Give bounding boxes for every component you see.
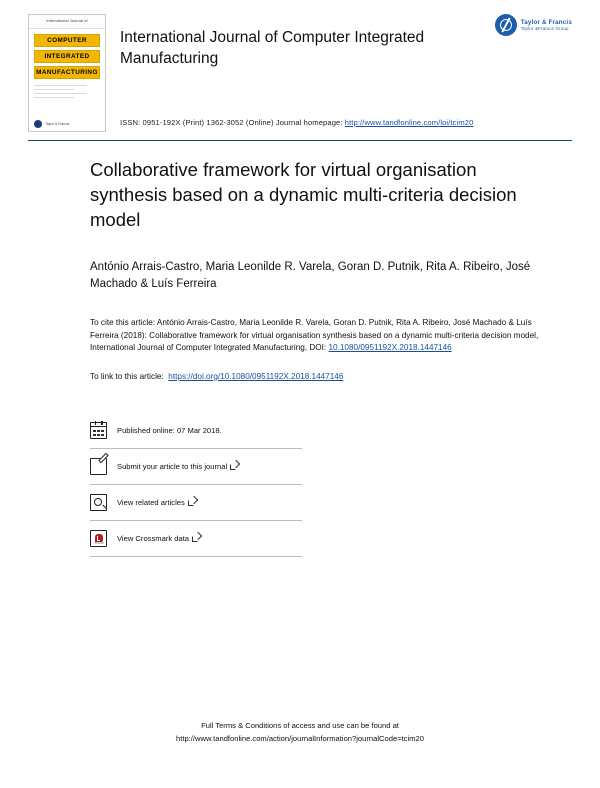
citation-text: António Arrais-Castro, Maria Leonilde R. Varela, Goran D. Putnik, Rita A. Ribeiro, José Machado & Luís Ferreira (2018): Collaborative framework for virtual organisation synthesis based on a dynamic multi-criteria decision model, International Journal of Computer Integrated Manufacturing, DOI: bbox=[90, 318, 539, 353]
journal-cover-thumbnail bbox=[28, 14, 106, 132]
taylor-francis-mark-icon bbox=[495, 14, 517, 36]
journal-title: International Journal of Computer Integrated Manufacturing bbox=[120, 29, 425, 67]
issn-text: ISSN: 0951-192X (Print) 1362-3052 (Online) Journal homepage: bbox=[120, 118, 345, 127]
action-view-crossmark[interactable] bbox=[90, 521, 302, 557]
submit-article-label[interactable] bbox=[117, 462, 236, 471]
footer-terms-line: Full Terms & Conditions of access and use can be found at bbox=[201, 721, 399, 731]
citation-block bbox=[90, 317, 540, 354]
submit-article-text: Submit your article to this journal bbox=[117, 462, 228, 472]
article-link-line bbox=[90, 371, 540, 383]
cover-line bbox=[34, 93, 87, 94]
view-crossmark-label[interactable] bbox=[117, 534, 198, 543]
page-title: Collaborative framework for virtual organisation synthesis based on a dynamic multi-criteria decision model bbox=[90, 159, 517, 230]
cover-line bbox=[34, 89, 74, 90]
doi-link[interactable]: 10.1080/0951192X.2018.1447146 bbox=[328, 343, 452, 353]
cover-masthead bbox=[29, 15, 105, 29]
external-link-icon bbox=[192, 536, 198, 542]
view-related-articles-label[interactable] bbox=[117, 498, 194, 507]
cover-publisher bbox=[34, 120, 100, 128]
issn-line bbox=[120, 118, 473, 127]
taylor-francis-wordmark bbox=[521, 19, 572, 31]
cover-body-lines bbox=[29, 85, 105, 98]
view-related-articles-text: View related articles bbox=[117, 498, 185, 508]
published-online-text: Published online: 07 Mar 2018. bbox=[117, 426, 222, 436]
taylor-francis-group: Taylor &Francis Group bbox=[520, 26, 569, 32]
cover-bar-1: COMPUTER bbox=[34, 34, 100, 47]
journal-header bbox=[0, 0, 600, 127]
published-online-label bbox=[117, 426, 222, 435]
cover-bar-2: INTEGRATED bbox=[34, 50, 100, 63]
journal-homepage-link[interactable]: http://www.tandfonline.com/loi/tcim20 bbox=[344, 118, 474, 127]
article-main bbox=[90, 158, 540, 557]
cover-title-bars bbox=[29, 29, 105, 79]
cover-line bbox=[34, 85, 87, 86]
cover-masthead-label: International Journal of bbox=[46, 19, 88, 23]
header-divider bbox=[28, 140, 572, 141]
submit-pencil-icon bbox=[90, 458, 107, 475]
external-link-icon bbox=[188, 500, 194, 506]
cover-publisher-logo-icon bbox=[34, 120, 42, 128]
calendar-icon bbox=[90, 422, 107, 439]
action-published-online bbox=[90, 413, 302, 449]
cover-publisher-label: Taylor & Francis bbox=[45, 122, 70, 126]
page-footer bbox=[0, 720, 600, 746]
external-link-icon bbox=[230, 464, 236, 470]
action-submit-article[interactable] bbox=[90, 449, 302, 485]
link-label: To link to this article: bbox=[90, 371, 164, 381]
taylor-francis-logo bbox=[495, 14, 572, 36]
footer-journal-info-link[interactable]: http://www.tandfonline.com/action/journalInformation?journalCode=tcim20 bbox=[176, 734, 424, 744]
action-view-related-articles[interactable] bbox=[90, 485, 302, 521]
cover-bar-3: MANUFACTURING bbox=[34, 66, 100, 79]
cite-label: To cite this article: bbox=[90, 318, 156, 328]
taylor-francis-name: Taylor & Francis bbox=[520, 18, 572, 26]
article-actions bbox=[90, 413, 302, 557]
search-icon bbox=[90, 494, 107, 511]
crossmark-icon bbox=[90, 530, 107, 547]
article-authors: António Arrais-Castro, Maria Leonilde R. Varela, Goran D. Putnik, Rita A. Ribeiro, José Machado & Luís Ferreira bbox=[90, 260, 531, 291]
cover-line bbox=[34, 97, 74, 98]
article-doi-url[interactable]: https://doi.org/10.1080/0951192X.2018.1447146 bbox=[168, 371, 344, 381]
view-crossmark-text: View Crossmark data bbox=[117, 534, 190, 544]
